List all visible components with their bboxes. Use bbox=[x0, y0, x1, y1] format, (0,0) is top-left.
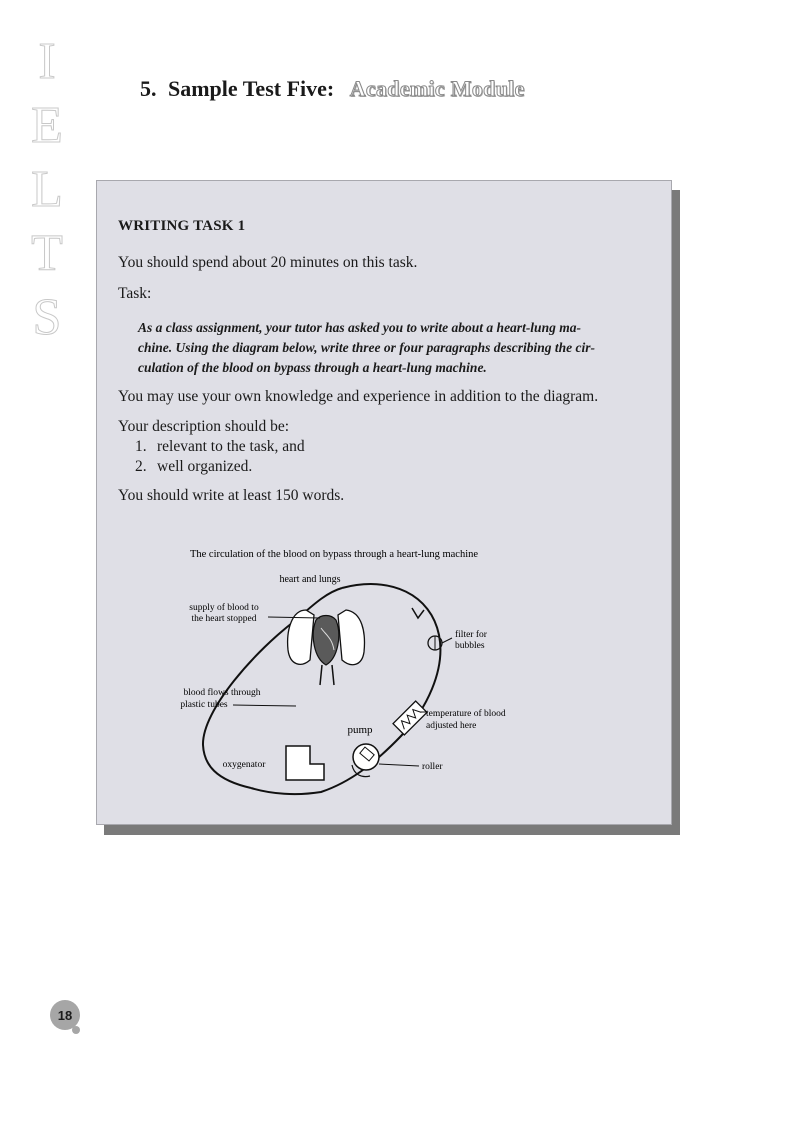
heading-title: Sample Test Five: bbox=[168, 76, 335, 101]
label-supply-1: supply of blood to bbox=[189, 603, 259, 613]
label-flows-1: blood flows through bbox=[183, 688, 261, 698]
side-ielts-letters bbox=[18, 30, 76, 350]
page-number-dot bbox=[72, 1026, 80, 1034]
instruction-line-3: culation of the blood on bypass through a heart-lung machine. bbox=[138, 360, 487, 375]
requirement-item bbox=[135, 458, 252, 476]
heading-module: Academic Module bbox=[349, 76, 525, 101]
side-letter-t: T bbox=[31, 225, 63, 282]
diagram-title: The circulation of the blood on bypass through a heart-lung machine bbox=[189, 549, 479, 560]
label-pump: pump bbox=[347, 724, 373, 736]
label-supply-2: the heart stopped bbox=[191, 614, 257, 624]
flows-pointer bbox=[233, 705, 296, 706]
task-label: Task: bbox=[118, 285, 152, 302]
requirement-text: relevant to the task, and bbox=[157, 438, 305, 455]
side-letter-e: E bbox=[31, 97, 63, 154]
label-heart-lungs: heart and lungs bbox=[279, 574, 341, 585]
word-count-text: You should write at least 150 words. bbox=[118, 487, 345, 504]
requirement-number: 2. bbox=[135, 458, 147, 475]
requirement-item bbox=[135, 438, 305, 456]
temperature-coil-icon bbox=[393, 701, 427, 735]
label-roller: roller bbox=[422, 762, 443, 772]
flow-arrow-icon bbox=[412, 608, 424, 618]
requirement-number: 1. bbox=[135, 438, 147, 455]
knowledge-text: You may use your own knowledge and experience in addition to the diagram. bbox=[118, 388, 599, 405]
task-instruction bbox=[138, 318, 658, 378]
heading-number: 5. bbox=[140, 76, 157, 101]
requirement-text: well organized. bbox=[157, 458, 253, 475]
instruction-line-1: As a class assignment, your tutor has asked you to write about a heart-lung ma- bbox=[138, 320, 581, 335]
page-number: 18 bbox=[50, 1000, 80, 1030]
page-heading bbox=[140, 76, 525, 102]
label-filter-2: bubbles bbox=[455, 641, 485, 651]
label-temp-2: adjusted here bbox=[426, 721, 477, 731]
label-temp-1: temperature of blood bbox=[426, 709, 506, 719]
side-letter-s: S bbox=[32, 289, 62, 346]
roller-pointer bbox=[379, 764, 419, 766]
spend-text: You should spend about 20 minutes on this task. bbox=[118, 254, 418, 271]
task-title: WRITING TASK 1 bbox=[118, 218, 246, 234]
heart-lung-diagram bbox=[96, 540, 672, 810]
heart-lungs-drawing bbox=[288, 610, 365, 685]
side-letter-i: I bbox=[38, 33, 56, 90]
label-flows-2: plastic tubes bbox=[180, 700, 228, 710]
description-intro: Your description should be: bbox=[118, 418, 290, 435]
instruction-line-2: chine. Using the diagram below, write three or four paragraphs describing the cir- bbox=[138, 340, 596, 355]
oxygenator-icon bbox=[286, 746, 324, 780]
label-filter-1: filter for bbox=[455, 630, 487, 640]
side-letter-l: L bbox=[31, 161, 63, 218]
label-oxygenator: oxygenator bbox=[222, 760, 266, 770]
